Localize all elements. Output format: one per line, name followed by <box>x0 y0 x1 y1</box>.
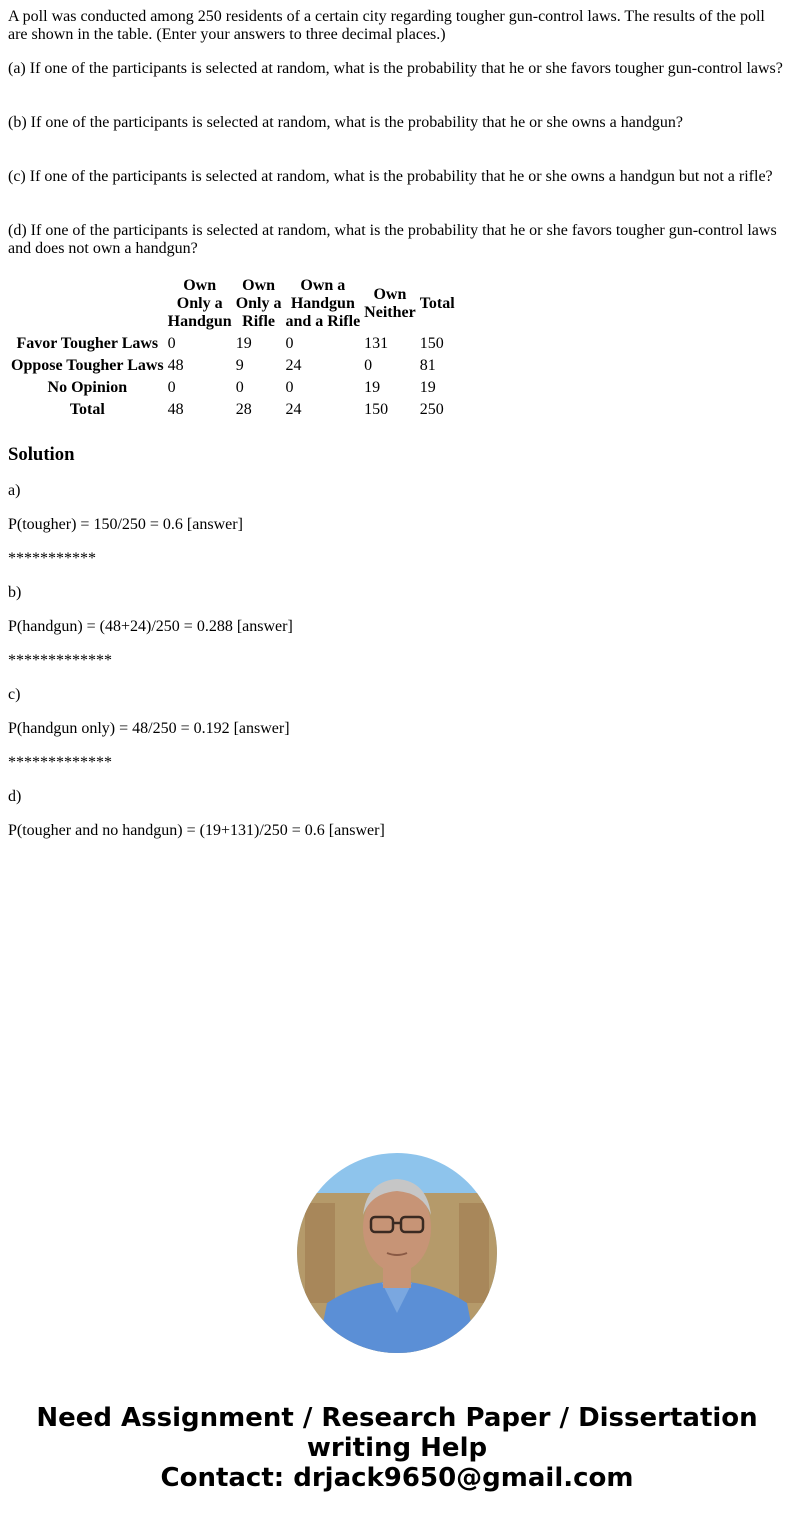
table-cell: 24 <box>285 401 302 418</box>
solution-separator: ************* <box>8 754 112 771</box>
table-row <box>10 378 456 398</box>
header-own-only-handgun: Own Only a Handgun <box>167 277 232 330</box>
avatar-wall-panel <box>305 1203 335 1303</box>
question-c: (c) If one of the participants is selected at random, what is the probability that he or she owns a handgun but not a rifle? <box>8 168 773 185</box>
question-d: (d) If one of the participants is selected at random, what is the probability that he or she favors tougher gun-control laws and does not own a handgun? <box>8 222 777 257</box>
row-label: Favor Tougher Laws <box>16 335 159 352</box>
question-a: (a) If one of the participants is selected at random, what is the probability that he or she favors tougher gun-control laws? <box>8 60 783 77</box>
table-cell: 0 <box>167 335 176 352</box>
solution-answer-d: P(tougher and no handgun) = (19+131)/250 = 0.6 [answer] <box>8 822 385 839</box>
table-row-total <box>10 400 456 420</box>
header-own-handgun-and-rifle: Own a Handgun and a Rifle <box>285 277 361 330</box>
table-cell: 0 <box>364 357 373 374</box>
table-cell: 24 <box>285 357 302 374</box>
row-label: Oppose Tougher Laws <box>11 357 164 374</box>
header-own-only-rifle: Own Only a Rifle <box>235 277 282 330</box>
footer-line-2: writing Help <box>306 1433 488 1463</box>
table-cell: 9 <box>235 357 244 374</box>
row-label: Total <box>69 401 105 418</box>
promo-footer <box>0 1403 794 1493</box>
solution-label-c: c) <box>8 686 21 703</box>
table-cell: 150 <box>419 335 444 352</box>
table-cell: 0 <box>285 379 294 396</box>
avatar-portrait <box>297 1153 497 1353</box>
footer-line-1: Need Assignment / Research Paper / Dissertation <box>36 1403 758 1433</box>
table-cell: 48 <box>167 401 184 418</box>
header-total: Total <box>419 295 455 312</box>
document-body <box>8 8 786 840</box>
solution-heading: Solution <box>8 444 75 465</box>
corner-cell <box>10 276 165 332</box>
table-cell: 131 <box>364 335 389 352</box>
question-b: (b) If one of the participants is selected at random, what is the probability that he or she owns a handgun? <box>8 114 683 131</box>
table-cell: 250 <box>419 401 444 418</box>
table-cell: 19 <box>364 379 381 396</box>
table-cell: 28 <box>235 401 252 418</box>
solution-separator: ************* <box>8 652 112 669</box>
solution-label-a: a) <box>8 482 21 499</box>
table-cell: 48 <box>167 357 184 374</box>
row-label: No Opinion <box>47 379 128 396</box>
table-cell: 150 <box>364 401 389 418</box>
solution-label-b: b) <box>8 584 22 601</box>
table-cell: 19 <box>419 379 436 396</box>
problem-intro: A poll was conducted among 250 residents of a certain city regarding tougher gun-control laws. The results of the poll are shown in the table. (Enter your answers to three decimal places.) <box>8 8 765 43</box>
table-cell: 19 <box>235 335 252 352</box>
solution-answer-a: P(tougher) = 150/250 = 0.6 [answer] <box>8 516 243 533</box>
table-cell: 0 <box>235 379 244 396</box>
avatar-wall-panel <box>459 1203 489 1303</box>
table-row <box>10 334 456 354</box>
author-avatar <box>297 1153 497 1353</box>
table-header-row <box>10 276 456 332</box>
header-own-neither: Own Neither <box>364 286 416 321</box>
table-cell: 81 <box>419 357 436 374</box>
table-row <box>10 356 456 376</box>
poll-results-table <box>8 274 458 422</box>
solution-answer-b: P(handgun) = (48+24)/250 = 0.288 [answer] <box>8 618 293 635</box>
solution-answer-c: P(handgun only) = 48/250 = 0.192 [answer] <box>8 720 290 737</box>
solution-label-d: d) <box>8 788 22 805</box>
solution-separator: *********** <box>8 550 96 567</box>
table-cell: 0 <box>167 379 176 396</box>
table-cell: 0 <box>285 335 294 352</box>
footer-contact: Contact: drjack9650@gmail.com <box>160 1463 634 1493</box>
